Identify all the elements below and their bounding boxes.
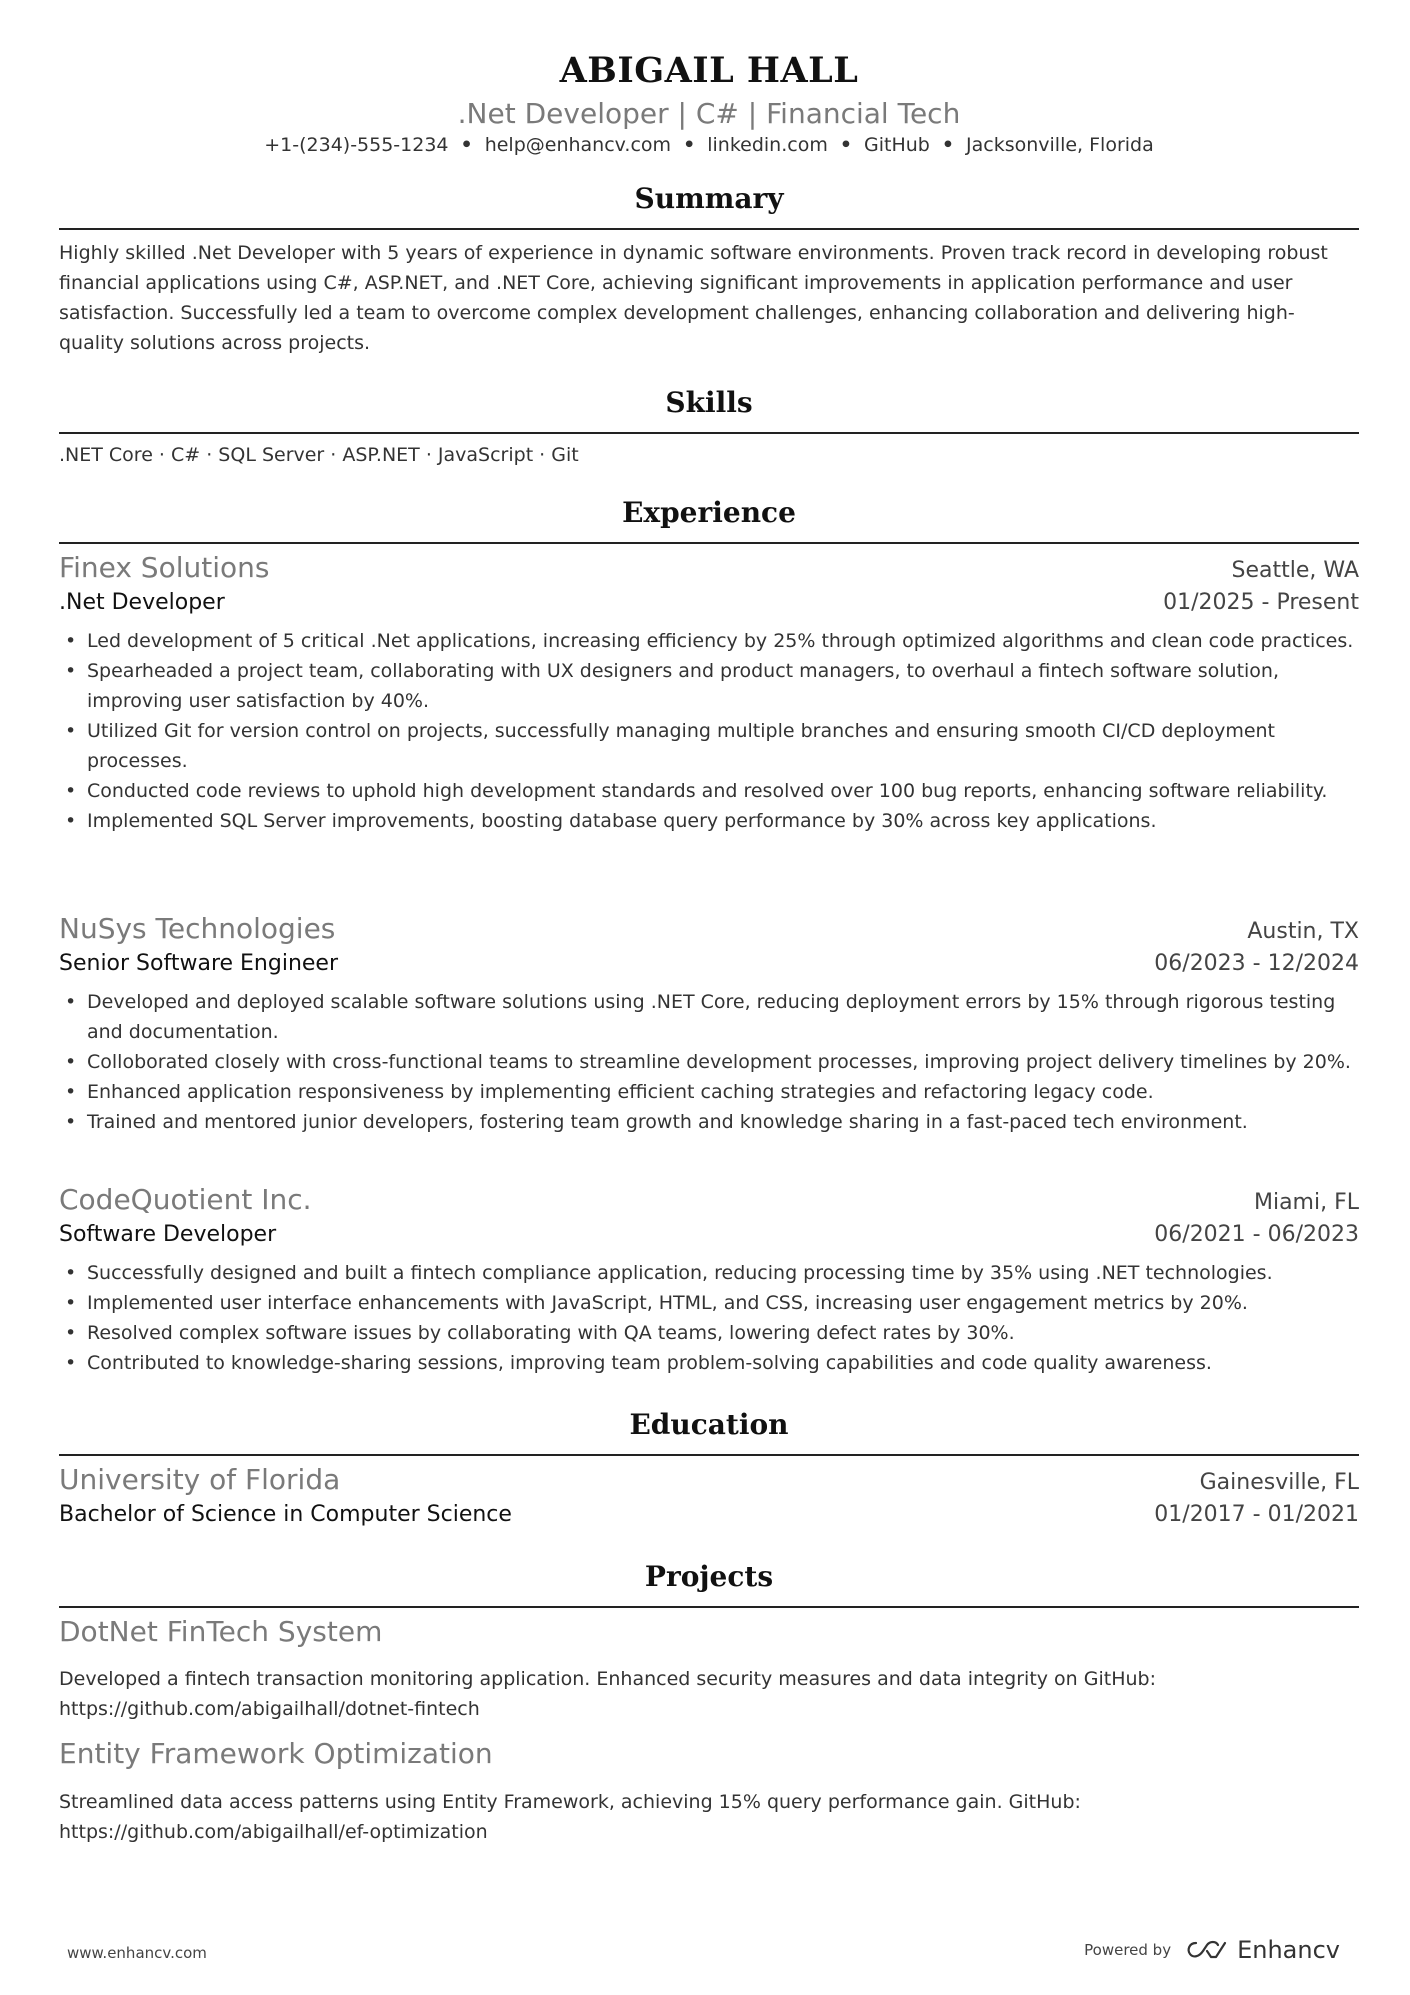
job-header <box>59 1183 1359 1216</box>
list-item: • Colloborated closely with cross-functional teams to streamline development processes, improving project delivery timelines by 20%. <box>59 1047 1359 1077</box>
section-divider <box>59 1454 1359 1456</box>
experience-heading: Experience <box>622 496 796 529</box>
education-dates: 01/2017 - 01/2021 <box>1154 1502 1359 1527</box>
candidate-headline: .Net Developer | C# | Financial Tech <box>457 97 961 130</box>
candidate-name: ABIGAIL HALL <box>559 50 859 91</box>
list-item: • Successfully designed and built a fintech compliance application, reducing processing time by 35% using .NET technologies. <box>59 1258 1359 1288</box>
school-name: University of Florida <box>59 1463 341 1496</box>
company-name: Finex Solutions <box>59 551 270 584</box>
separator-dot: • <box>683 134 696 156</box>
company-name: CodeQuotient Inc. <box>59 1183 312 1216</box>
summary-text: Highly skilled .Net Developer with 5 years of experience in dynamic software environments. Proven track record in developing robust financial applications using C#, ASP.NET, and .NET Core, achieving significant improvements in application performance and user satisfaction. Successfully led a team to overcome complex development challenges, enhancing collaboration and delivering high-quality solutions across projects. <box>59 242 1328 354</box>
contact-line <box>59 134 1359 156</box>
projects-heading: Projects <box>644 1560 774 1593</box>
list-item: • Conducted code reviews to uphold high development standards and resolved over 100 bug reports, enhancing software reliability. <box>59 776 1359 806</box>
list-item: • Implemented SQL Server improvements, boosting database query performance by 30% across key applications. <box>59 806 1359 836</box>
footer-branding <box>1084 1936 1340 1964</box>
skills-heading: Skills <box>665 386 753 419</box>
degree: Bachelor of Science in Computer Science <box>59 1502 512 1527</box>
education-header <box>59 1463 1359 1496</box>
email-link[interactable]: help@enhancv.com <box>484 134 672 156</box>
project-title: DotNet FinTech System <box>59 1615 383 1648</box>
list-item: • Spearheaded a project team, collaborating with UX designers and product managers, to overhaul a fintech software solution, improving user satisfaction by 40%. <box>59 656 1359 716</box>
job-location: Seattle, WA <box>1231 558 1359 583</box>
project-title: Entity Framework Optimization <box>59 1737 493 1770</box>
list-item: • Trained and mentored junior developers, fostering team growth and knowledge sharing in a fast-paced tech environment. <box>59 1107 1359 1137</box>
enhancv-brand-name: Enhancv <box>1237 1936 1340 1964</box>
list-item: • Contributed to knowledge-sharing sessions, improving team problem-solving capabilities and code quality awareness. <box>59 1348 1359 1378</box>
list-item: • Resolved complex software issues by collaborating with QA teams, lowering defect rates by 30%. <box>59 1318 1359 1348</box>
job-location: Austin, TX <box>1247 919 1359 944</box>
enhancv-logo-icon <box>1185 1939 1229 1961</box>
list-item: • Enhanced application responsiveness by implementing efficient caching strategies and refactoring legacy code. <box>59 1077 1359 1107</box>
job-title: .Net Developer <box>59 590 225 615</box>
job-bullets <box>59 1258 1359 1378</box>
project-description <box>59 1664 1359 1724</box>
list-item: • Developed and deployed scalable software solutions using .NET Core, reducing deployment errors by 15% through rigorous testing and documentation. <box>59 987 1359 1047</box>
footer-website-link[interactable]: www.enhancv.com <box>67 1944 207 1962</box>
job-role-row <box>59 590 1359 615</box>
education-degree-row <box>59 1502 1359 1527</box>
summary-heading: Summary <box>634 182 784 215</box>
section-divider <box>59 228 1359 230</box>
job-dates: 01/2025 - Present <box>1163 590 1359 615</box>
powered-by-label: Powered by <box>1084 1941 1172 1959</box>
list-item: • Led development of 5 critical .Net applications, increasing efficiency by 25% through optimized algorithms and clean code practices. <box>59 626 1359 656</box>
linkedin-link[interactable]: linkedin.com <box>707 134 828 156</box>
phone: +1-(234)-555-1234 <box>264 134 449 156</box>
project-description-line: Streamlined data access patterns using Entity Framework, achieving 15% query performance gain. GitHub: <box>59 1791 1081 1813</box>
project-description-line: Developed a fintech transaction monitoring application. Enhanced security measures and data integrity on GitHub: <box>59 1668 1157 1690</box>
project-link[interactable]: https://github.com/abigailhall/ef-optimization <box>59 1821 488 1843</box>
list-item: • Implemented user interface enhancements with JavaScript, HTML, and CSS, increasing user engagement metrics by 20%. <box>59 1288 1359 1318</box>
school-location: Gainesville, FL <box>1199 1470 1359 1495</box>
job-location: Miami, FL <box>1253 1190 1359 1215</box>
job-header <box>59 551 1359 584</box>
job-title: Senior Software Engineer <box>59 951 339 976</box>
job-header <box>59 912 1359 945</box>
job-dates: 06/2021 - 06/2023 <box>1154 1222 1359 1247</box>
project-description <box>59 1787 1359 1847</box>
github-link[interactable]: GitHub <box>864 134 930 156</box>
job-bullets <box>59 626 1359 836</box>
separator-dot: • <box>941 134 954 156</box>
skills-list: .NET Core · C# · SQL Server · ASP.NET · JavaScript · Git <box>59 444 579 466</box>
separator-dot: • <box>839 134 852 156</box>
project-link[interactable]: https://github.com/abigailhall/dotnet-fintech <box>59 1698 480 1720</box>
company-name: NuSys Technologies <box>59 912 336 945</box>
job-bullets <box>59 987 1359 1137</box>
job-role-row <box>59 1222 1359 1247</box>
job-dates: 06/2023 - 12/2024 <box>1154 951 1359 976</box>
separator-dot: • <box>460 134 473 156</box>
section-divider <box>59 1606 1359 1608</box>
education-heading: Education <box>629 1408 789 1441</box>
job-title: Software Developer <box>59 1222 277 1247</box>
location: Jacksonville, Florida <box>966 134 1154 156</box>
job-role-row <box>59 951 1359 976</box>
list-item: • Utilized Git for version control on projects, successfully managing multiple branches and ensuring smooth CI/CD deployment processes. <box>59 716 1359 776</box>
section-divider <box>59 542 1359 544</box>
enhancv-logo[interactable] <box>1185 1936 1340 1964</box>
section-divider <box>59 432 1359 434</box>
